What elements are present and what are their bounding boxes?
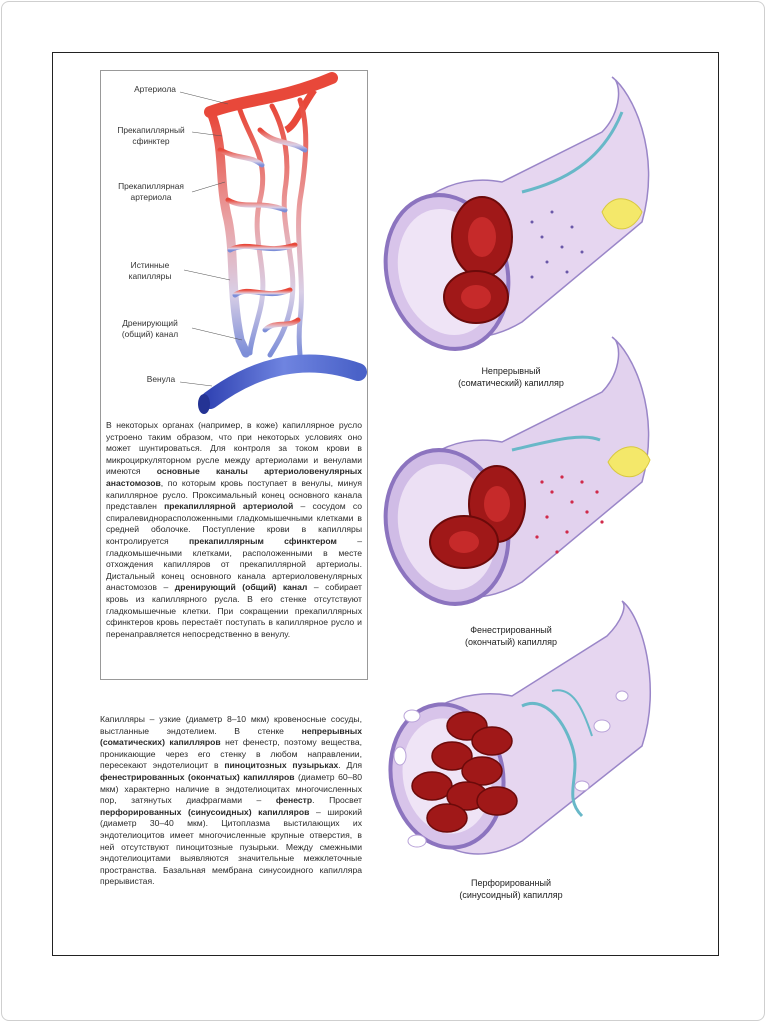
- label-drain-line1: Дренирующий: [122, 318, 178, 328]
- label-precap-line2: артериола: [130, 192, 172, 202]
- bottom-text-6: – широкий (диаметр 30–40 мкм). Цитоплазма выстилающих их эндотелиоцитов имеет многочисленные крупные отверстия, в ней отсутствуют пиноцитозные пузырьки. Между смежными эндотелиоцитами выявляются значительные межклеточные пространства. Базальная мембрана синусоидного капилляра прерывистая.: [100, 806, 362, 887]
- label-sphincter-line1: Прекапиллярный: [117, 125, 185, 135]
- box-bold-3: прекапиллярным сфинктером: [188, 535, 337, 546]
- label-precap-line1: Прекапиллярная: [118, 181, 184, 191]
- label-venule: Венула: [146, 374, 176, 384]
- caption-continuous-line2: (соматический) капилляр: [458, 378, 564, 388]
- red-blood-cell: [477, 787, 517, 815]
- continuous-capillary-illustration: [372, 72, 662, 360]
- bottom-text-5: . Просвет: [312, 795, 362, 806]
- bottom-text-2: нет фенестр, поэтому вещества, проникающие через его стенку в любом направлении, пересекают эндотелиоцит в: [100, 737, 362, 771]
- label-true-cap-line1: Истинные: [130, 260, 170, 270]
- bottom-bold-5: перфорированных (синусоидных) капилляров: [100, 806, 310, 817]
- label-sphincter: [108, 125, 194, 147]
- box-text-5: – собирает кровь из капиллярного русла. В его стенке отсутствуют гладкомышечные клетки. При сокращении прекапиллярных сфинктеров кровь перестаёт поступать в капиллярное русло и перенаправляется непосредственно в венулу.: [106, 582, 362, 639]
- red-blood-cell: [472, 727, 512, 755]
- caption-fenestrated-line1: Фенестрированный: [470, 625, 552, 635]
- box-paragraph: [106, 420, 362, 640]
- bottom-text-4: (диаметр 60–80 мкм) характерно наличие в эндотелиоцитах многочисленных пор, затянутых диафрагмами –: [100, 771, 362, 806]
- label-drain-channel: [112, 318, 188, 340]
- box-text-4: – гладкомышечными клетками, расположенными в месте отхождения капилляров от прекапиллярной артериолы. Дистальный конец основного канала артериоловенулярных анастомозов –: [106, 535, 362, 593]
- label-sphincter-line2: сфинктер: [132, 136, 170, 146]
- perforated-capillary-illustration: [372, 596, 662, 881]
- bottom-bold-4: фенестр: [275, 795, 313, 806]
- box-text-3: – сосудом со спиралевиднорасположенными гладкомышечными клетками в средней оболочке. Поступление крови в капилляры контролируется: [106, 501, 363, 546]
- caption-continuous-line1: Непрерывный: [481, 366, 541, 376]
- caption-perforated: [436, 877, 586, 901]
- capillaries-paragraph: [100, 714, 362, 888]
- box-text-1: В некоторых органах (например, в коже) капиллярное русло устроено таким образом, что при некоторых условиях оно может шунтироваться. Для контроля за током крови в микроциркуляторном русле между артериолами и венулами имеются: [106, 420, 362, 477]
- bottom-text-3: . Для: [338, 760, 362, 771]
- label-drain-line2: (общий) канал: [121, 329, 179, 339]
- bottom-bold-1: непрерывных (соматических) капилляров: [100, 725, 362, 748]
- red-blood-cell: [412, 772, 452, 800]
- caption-fenestrated-line2: (окончатый) капилляр: [464, 637, 558, 647]
- microcirculation-diagram: [100, 70, 368, 415]
- label-arteriole: Артериола: [134, 84, 176, 94]
- main-channel: [212, 115, 246, 353]
- red-blood-cell: [462, 757, 502, 785]
- caption-perforated-line1: Перфорированный: [470, 878, 552, 888]
- red-blood-cell: [427, 804, 467, 832]
- box-bold-1: основные каналы артериоловенулярных анастомозов: [106, 466, 363, 488]
- bottom-bold-2: пиноцитозных пузырьках: [224, 760, 339, 771]
- label-precap-arteriole: [108, 181, 194, 203]
- box-bold-4: дренирующий (общий) канал: [174, 582, 308, 593]
- venule-vessel: [210, 364, 358, 400]
- bottom-bold-3: фенестрированных (окончатых) капилляров: [100, 771, 295, 782]
- label-true-cap-line2: капилляры: [128, 271, 172, 281]
- caption-perforated-line2: (синусоидный) капилляр: [459, 890, 563, 900]
- label-true-capillaries: [112, 260, 188, 282]
- box-text-2: , по которым кровь поступает в венулы, минуя капиллярное русло. Проксимальный конец основного канала представлен: [106, 477, 362, 512]
- fenestrated-capillary-illustration: [372, 332, 662, 622]
- box-bold-2: прекапиллярной артериолой: [164, 501, 294, 512]
- bottom-text-1: Капилляры – узкие (диаметр 8–10 мкм) кровеносные сосуды, выстланные эндотелием. В стенке: [100, 714, 362, 736]
